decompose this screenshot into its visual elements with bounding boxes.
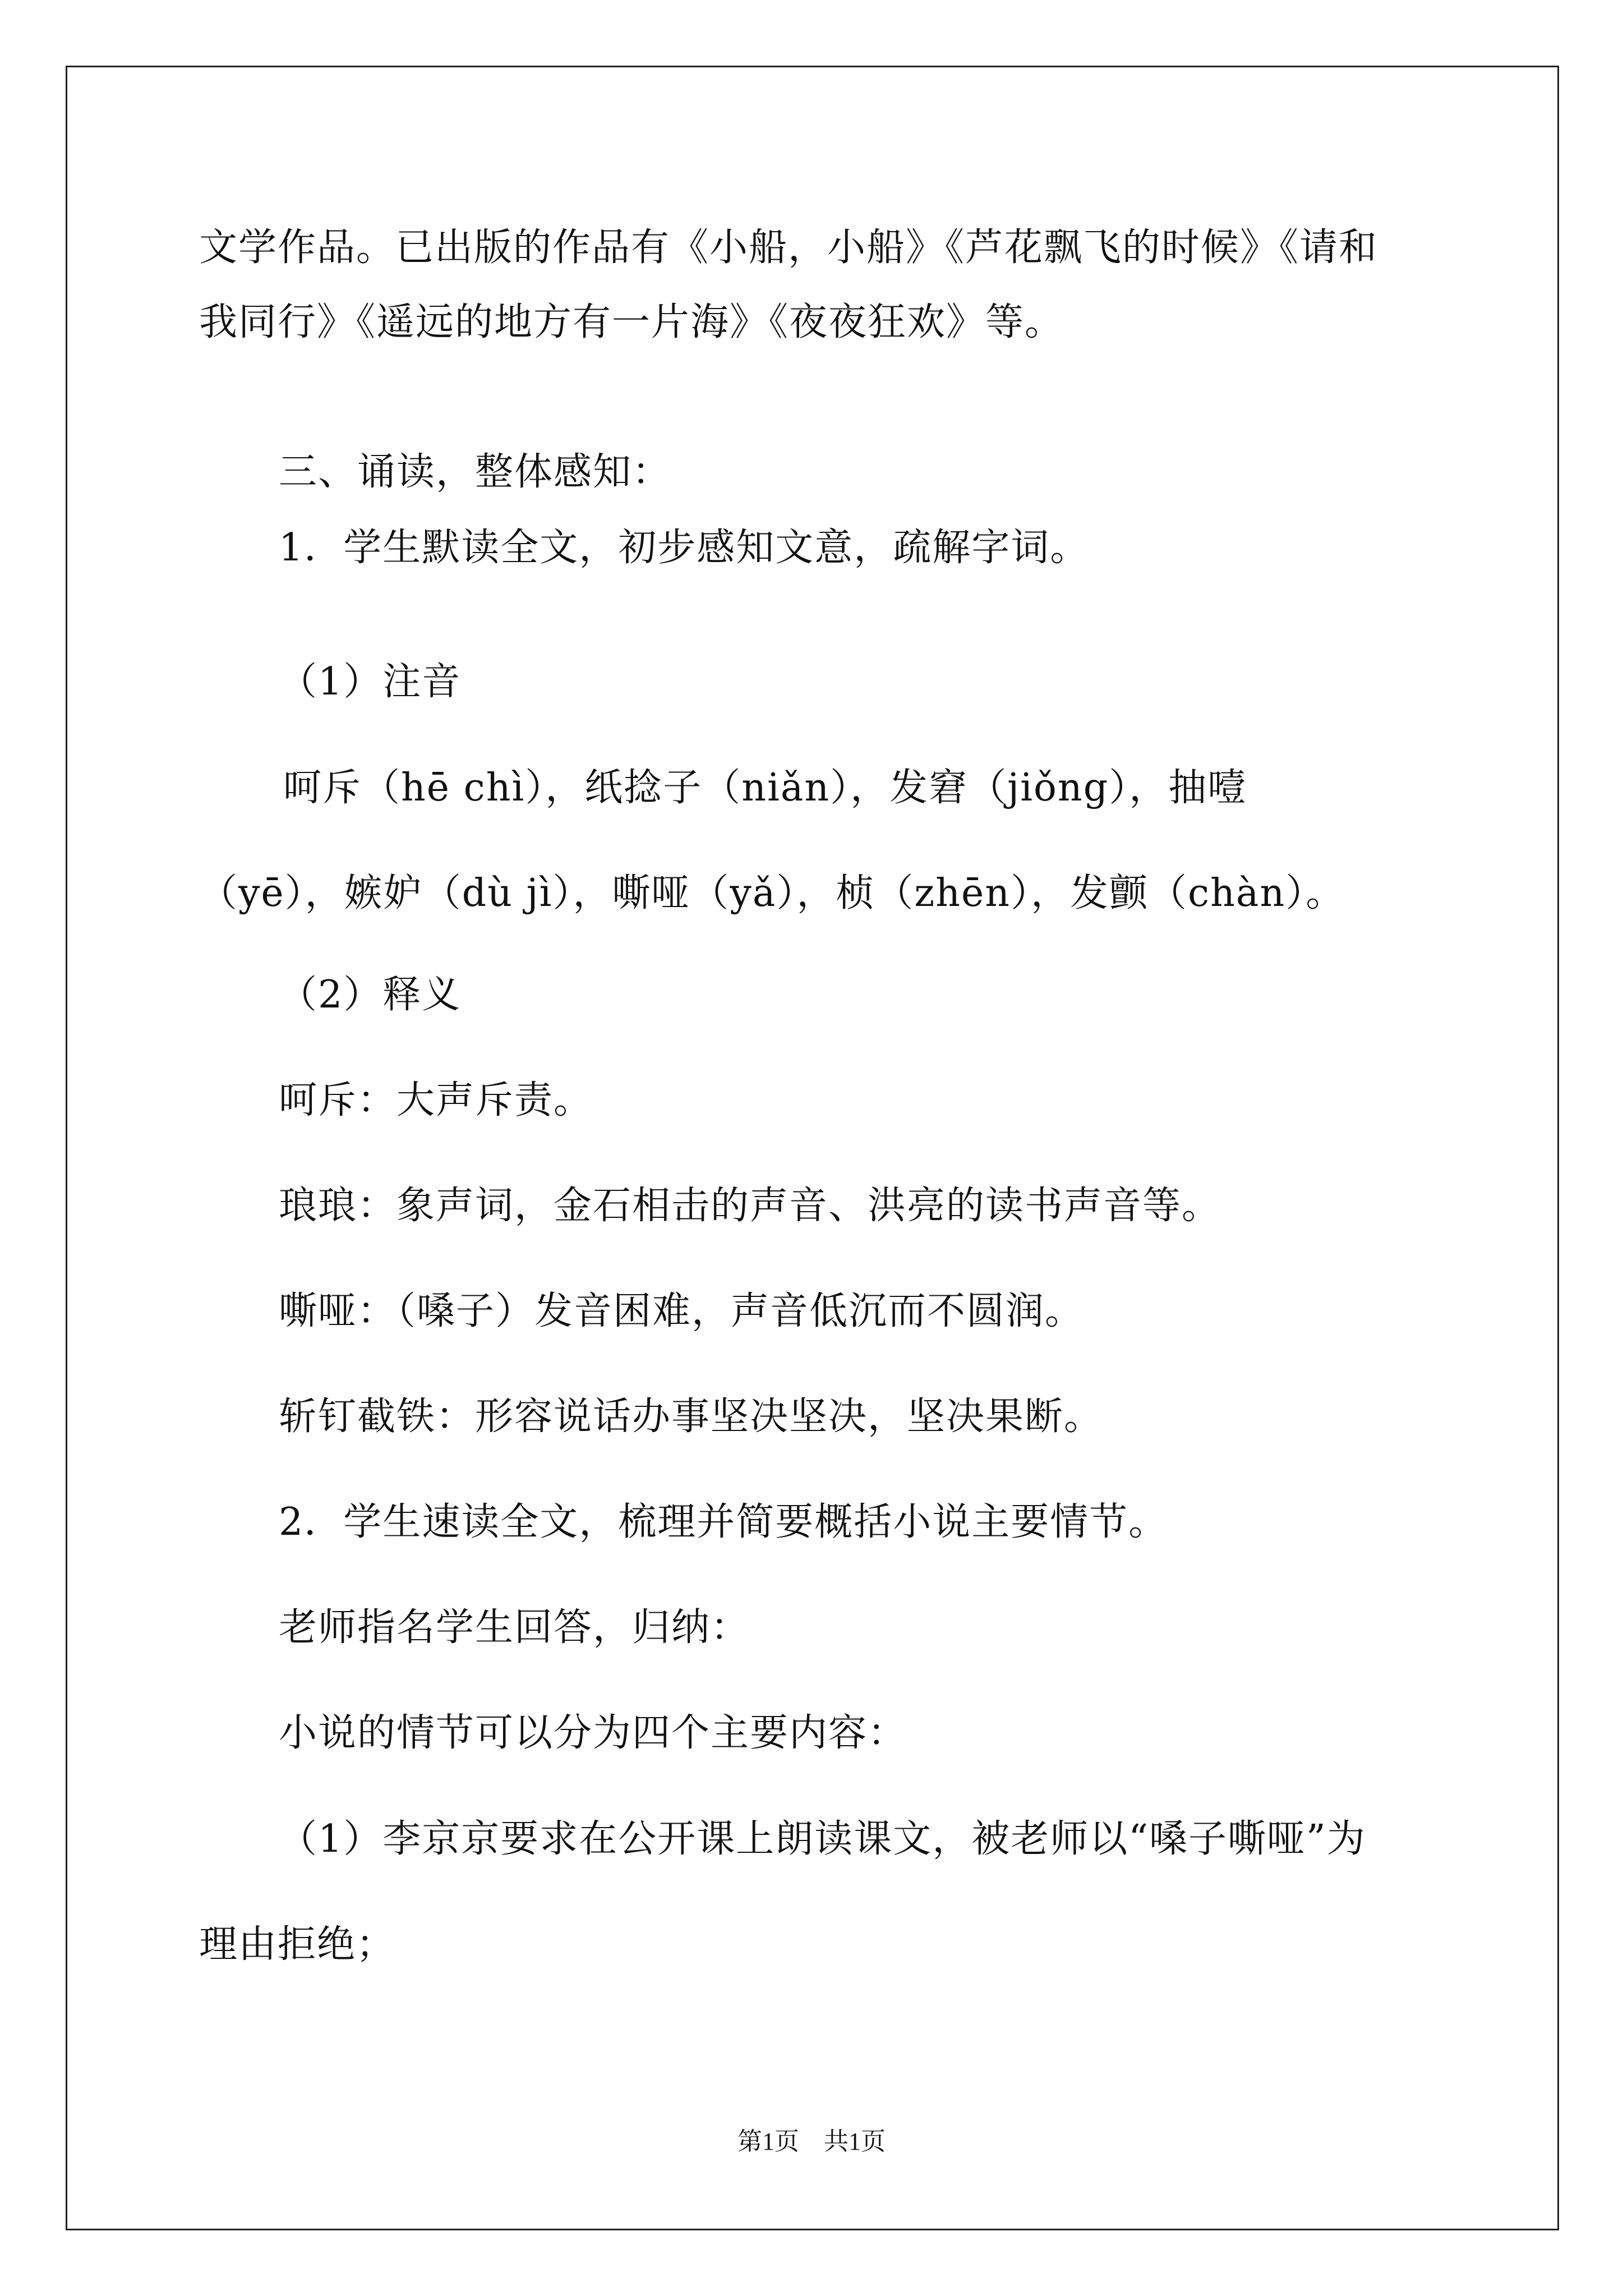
text-line-7: （yē），嫉妒（dù jì），嘶哑（yǎ），桢（zhēn），发颤（chàn）。 <box>199 871 1345 915</box>
page-border <box>66 66 1559 2230</box>
section-heading: 三、诵读，整体感知： <box>279 450 672 494</box>
text-line-16: （1）李京京要求在公开课上朗读课文，被老师以“嗓子嘶哑”为 <box>279 1817 1366 1861</box>
text-line-1: 文学作品。已出版的作品有《小船，小船》《芦花飘飞的时候》《请和 <box>199 226 1378 270</box>
text-line-12: 斩钉截铁：形容说话办事坚决坚决，坚决果断。 <box>279 1395 1104 1439</box>
text-line-14: 老师指名学生回答，归纳： <box>279 1605 750 1650</box>
text-line-2: 我同行》《遥远的地方有一片海》《夜夜狂欢》等。 <box>199 300 1064 344</box>
text-line-10: 琅琅：象声词，金石相击的声音、洪亮的读书声音等。 <box>279 1184 1221 1228</box>
text-line-13: 2．学生速读全文，梳理并简要概括小说主要情节。 <box>279 1500 1168 1544</box>
text-line-15: 小说的情节可以分为四个主要内容： <box>279 1711 907 1755</box>
text-line-6: 呵斥（hē chì），纸捻子（niǎn），发窘（jiǒng），抽噎 <box>283 766 1247 810</box>
text-line-11: 嘶哑：（嗓子）发音困难，声音低沉而不圆润。 <box>279 1289 1085 1333</box>
text-line-9: 呵斥：大声斥责。 <box>279 1078 593 1122</box>
text-line-17: 理由拒绝； <box>199 1922 396 1967</box>
subheading-pronunciation: （1）注音 <box>279 660 462 704</box>
text-line-4: 1．学生默读全文，初步感知文意，疏解字词。 <box>279 526 1090 570</box>
page-footer: 第1页 共1页 <box>737 2128 886 2155</box>
subheading-definitions: （2）释义 <box>279 973 462 1017</box>
